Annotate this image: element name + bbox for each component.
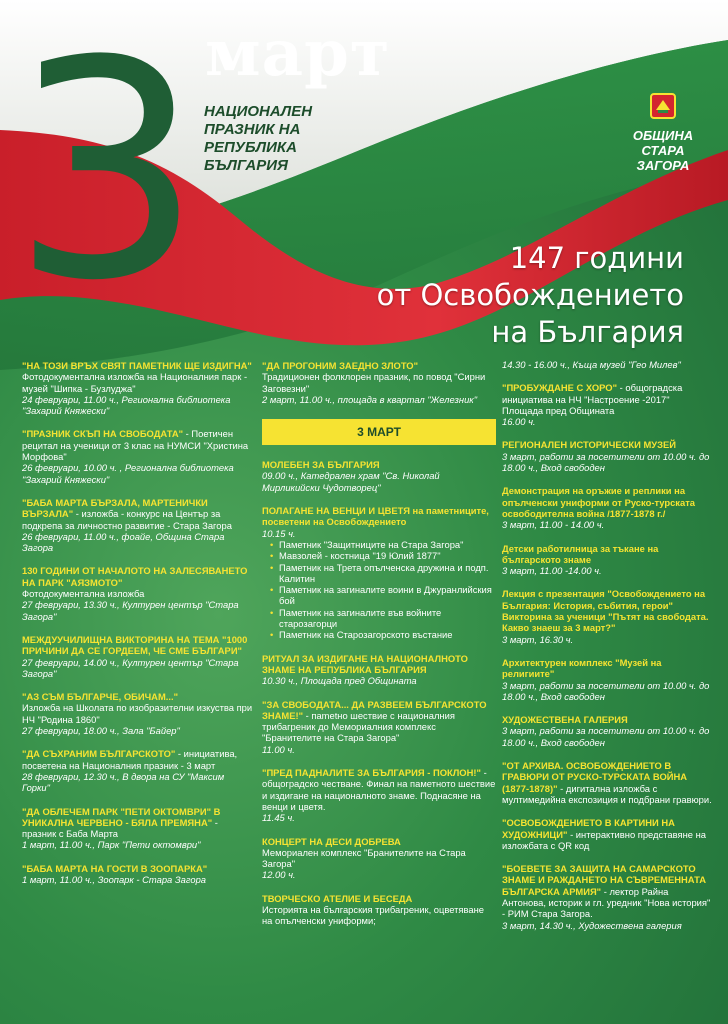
event-item <box>262 653 496 687</box>
event-item <box>502 439 712 473</box>
event-title: Лекция с презентация "Освобождението на България: История, събития, герои" Викторина за ученици "Пътят на свободата. Какво знаеш за 3 март?" <box>502 588 709 634</box>
event-item <box>262 505 496 641</box>
event-title: "ОТ АРХИВА. ОСВОБОЖДЕНИЕТО В ГРАВЮРИ ОТ РУСКО-ТУРСКАТА ВОЙНА (1877-1878)" <box>502 760 688 794</box>
event-item <box>502 382 712 427</box>
event-title: РЕГИОНАЛЕН ИСТОРИЧЕСКИ МУЗЕЙ <box>502 439 676 451</box>
event-desc: - дигитална изложба с мултимедийна експозиция и подбрани гравюри. <box>502 782 712 805</box>
event-item <box>502 543 712 577</box>
event-title: Демонстрация на оръжие и реплики на опълченски униформи от Руско-турската освободителна война /1877-1878 г./ <box>502 485 696 519</box>
headline-line: на България <box>491 315 684 349</box>
event-desc: - интерактивно представяне на изложбата с QR код <box>502 828 706 851</box>
event-item <box>502 760 712 805</box>
headline-line: от Освобождението <box>376 278 684 312</box>
event-desc: - инициатива, посветена на Националния празник - 3 март <box>22 748 238 771</box>
event-title: "НА ТОЗИ ВРЪХ СВЯТ ПАМЕТНИК ЩЕ ИЗДИГНА" <box>22 360 252 371</box>
holiday-line: ПРАЗНИК НА <box>204 121 301 138</box>
event-item <box>22 565 254 621</box>
event-meta: 26 февруари, 10.00 ч. , Регионална библиотека "Захарий Княжески" <box>22 462 234 485</box>
event-title: "БАБА МАРТА БЪРЗАЛА, МАРТЕНИЧКИ ВЪРЗАЛА" <box>22 496 208 520</box>
event-item <box>502 714 712 748</box>
event-meta: 10.30 ч., Площада пред Общината <box>262 675 417 687</box>
headline-line: 147 години <box>509 241 684 275</box>
event-meta: 27 февруари, 14.00 ч., Културен център "Стара Загора" <box>22 656 239 679</box>
event-title: "ДА ПРОГОНИМ ЗАЕДНО ЗЛОТО" <box>262 360 419 371</box>
event-meta: 3 март, 11.00 -14.00 ч. <box>502 565 602 577</box>
logo-line: ОБЩИНА <box>632 128 694 143</box>
event-item <box>262 836 496 881</box>
monument-item: • Паметник "Защитниците на Стара Загора" <box>270 539 496 550</box>
anniversary-headline <box>377 240 684 351</box>
monument-item: • Паметник на Старозагорското въстание <box>270 629 496 640</box>
event-title: "ПРЕД ПАДНАЛИТЕ ЗА БЪЛГАРИЯ - ПОКЛОН!" <box>262 767 481 779</box>
event-item <box>502 657 712 702</box>
event-meta: 1 март, 11.00 ч., Зоопарк - Стара Загора <box>22 873 206 885</box>
event-meta: 10.15 ч. <box>262 527 296 539</box>
event-title: "ОСВОБОЖДЕНИЕТО В КАРТИНИ НА ХУДОЖНИЦИ" <box>502 817 675 840</box>
event-item <box>22 497 254 553</box>
event-meta: 16.00 ч. <box>502 416 536 428</box>
event-item <box>22 360 254 416</box>
event-desc: Мемориален комплекс "Бранителите на Стара Загора" <box>262 846 466 870</box>
big-number-text: 3 <box>11 0 203 346</box>
event-meta: 09.00 ч., Катедрален храм "Св. Николай Мирликийски Чудотворец" <box>262 470 440 493</box>
event-desc: - празник с Баба Марта <box>22 816 218 840</box>
event-item <box>262 699 496 755</box>
holiday-line: НАЦИОНАЛЕН <box>204 103 313 120</box>
event-meta: 3 март, 14.30 ч., Художествена галерия <box>502 919 682 931</box>
event-item <box>502 485 712 530</box>
municipality-logo <box>628 92 698 173</box>
event-meta: 2 март, 11.00 ч., площада в квартал "Железник" <box>262 393 478 405</box>
event-meta: 27 февруари, 13.30 ч., Културен център "Стара Загора" <box>22 599 239 622</box>
monument-item: • Паметник на Трета опълченска дружина и подп. Калитин <box>270 562 496 585</box>
event-item <box>262 767 496 823</box>
event-title: ХУДОЖЕСТВЕНА ГАЛЕРИЯ <box>502 714 628 726</box>
logo-line: СТАРА <box>641 143 685 158</box>
event-meta: 3 март, работи за посетители от 10.00 ч. до 18.00 ч., Вход свободен <box>502 679 710 702</box>
event-meta: 3 март, 16.30 ч. <box>502 633 574 645</box>
event-meta: 3 март, работи за посетители от 10.00 ч. до 18.00 ч., Вход свободен <box>502 450 710 474</box>
event-meta: 28 февруари, 12.30 ч., В двора на СУ "Максим Горки" <box>22 770 225 794</box>
event-title: "ПРОБУЖДАНЕ С ХОРО" <box>502 382 618 394</box>
event-desc: Историята на българския трибагреник, оцветяване на опълченски униформи; <box>262 903 484 927</box>
event-desc: Изложба на Школата по изобразителни изкуства при НЧ "Родина 1860" <box>22 702 253 725</box>
month-title: март <box>205 16 391 91</box>
event-desc: Традиционен фолклорен празник, по повод "Сирни Заговезни" <box>262 371 486 394</box>
holiday-line: БЪЛГАРИЯ <box>204 157 288 174</box>
municipality-crest-icon <box>649 92 677 120</box>
event-item <box>22 806 254 851</box>
event-item <box>502 588 712 644</box>
big-number-3 <box>11 0 203 346</box>
event-item <box>502 359 712 370</box>
event-title: "БАБА МАРТА НА ГОСТИ В ЗООПАРКА" <box>22 862 208 874</box>
event-item <box>22 863 254 886</box>
event-title: "АЗ СЪМ БЪЛГАРЧЕ, ОБИЧАМ..." <box>22 691 179 703</box>
monument-item: • Паметник на загиналите воини в Джуранлийския бой <box>270 584 496 607</box>
date-banner: 3 МАРТ <box>262 419 496 445</box>
monument-item: • Паметник на загиналите във войните старозагорци <box>270 607 496 630</box>
event-item <box>502 863 712 931</box>
event-desc: - общоградска инициатива на НЧ "Настроение -2017" Площада пред Общината <box>502 382 683 416</box>
event-desc: - пametно шествие с националния трибагреник до Мемориалния комплекс "Бранителите на Стара Загора" <box>262 709 455 744</box>
event-meta: 12.00 ч. <box>262 869 296 881</box>
event-desc: - лектор Райна Антонова, историк и гл. уредник "Нова история" - РИМ Стара Загора. <box>502 885 711 920</box>
event-desc: - изложба - конкурс на Център за подкрепа за личностно развитие - Стара Загора <box>22 508 232 531</box>
event-item <box>22 634 254 679</box>
event-title: 130 ГОДИНИ ОТ НАЧАЛОТО НА ЗАЛЕСЯВАНЕТО НА ПАРК "АЯЗМОТО" <box>22 565 248 588</box>
event-meta: 27 февруари, 18.00 ч., Зала "Байер" <box>22 725 180 737</box>
events-column-2 <box>262 360 496 939</box>
event-desc: - Поетичен рецитал на ученици от 3 клас на НУМСИ "Христина Морфова" <box>22 428 249 463</box>
event-meta: 14.30 - 16.00 ч., Къща музей "Гео Милев" <box>502 359 681 370</box>
event-title: РИТУАЛ ЗА ИЗДИГАНЕ НА НАЦИОНАЛНОТО ЗНАМЕ НА РЕПУБЛИКА БЪЛГАРИЯ <box>262 652 468 675</box>
event-desc: - общоградско честване. Финал на паметното шествие и издигане на националното знаме. Поднасяне на венци и цветя. <box>262 767 496 812</box>
events-column-1 <box>22 360 254 897</box>
events-column-3 <box>502 360 712 943</box>
event-title: "ДА СЪХРАНИМ БЪЛГАРСКОТО" <box>22 748 176 760</box>
event-title: "БОЕВЕТЕ ЗА ЗАЩИТА НА САМАРСКОТО ЗНАМЕ И РАЖДАНЕТО НА СЪВРЕМЕННАТА БЪЛГАРСКА АРМИЯ" <box>502 863 706 897</box>
event-meta: 3 март, 11.00 - 14.00 ч. <box>502 519 605 531</box>
event-title: Архитектурен комплекс "Музей на религиите" <box>502 656 662 680</box>
event-desc: Фотодокументална изложба <box>22 588 145 600</box>
event-meta: 11.45 ч. <box>262 812 295 824</box>
event-title: "ПРАЗНИК СКЪП НА СВОБОДАТА" <box>22 428 184 440</box>
event-item <box>262 459 496 493</box>
event-desc: Фотодокументална изложба на Националния парк - музей "Шипка - Бузлуджа" <box>22 371 248 394</box>
event-item <box>502 817 712 851</box>
logo-line: ЗАГОРА <box>636 158 690 173</box>
event-item <box>22 748 254 793</box>
holiday-title <box>204 103 354 175</box>
event-item <box>262 893 496 927</box>
event-meta: 1 март, 11.00 ч., Парк "Пети октомври" <box>22 839 201 851</box>
event-item <box>262 360 496 405</box>
monument-list <box>262 539 496 641</box>
event-meta: 11.00 ч. <box>262 743 295 755</box>
event-meta: 26 февруари, 11.00 ч., фоайе, Община Стара Загора <box>22 530 225 554</box>
event-title: МОЛЕБЕН ЗА БЪЛГАРИЯ <box>262 459 380 471</box>
event-title: МЕЖДУУЧИЛИЩНА ВИКТОРИНА НА ТЕМА "1000 ПРИЧИНИ ДА СЕ ГОРДЕЕМ, ЧЕ СМЕ БЪЛГАРИ" <box>22 633 248 657</box>
event-title: ПОЛАГАНЕ НА ВЕНЦИ И ЦВЕТЯ на паметниците, посветени на Освобождението <box>262 505 489 528</box>
event-item <box>22 428 254 484</box>
event-meta: 3 март, работи за посетители от 10.00 ч. до 18.00 ч., Вход свободен <box>502 725 710 748</box>
event-title: "ЗА СВОБОДАТА... ДА РАЗВЕЕМ БЪЛГАРСКОТО ЗНАМЕ!" <box>262 698 487 721</box>
monument-item: • Мавзолей - костница "19 Юлий 1877" <box>270 550 496 561</box>
event-item <box>22 691 254 736</box>
event-title: ТВОРЧЕСКО АТЕЛИЕ И БЕСЕДА <box>262 892 413 904</box>
event-title: Детски работилница за тъкане на българското знаме <box>502 542 659 565</box>
event-meta: 24 февруари, 11.00 ч., Регионална библиотека "Захарий Княжески" <box>22 393 231 417</box>
event-title: "ДА ОБЛЕЧЕМ ПАРК "ПЕТИ ОКТОМВРИ" В УНИКАЛНА ЧЕРВЕНО - БЯЛА ПРЕМЯНА" <box>22 805 221 828</box>
event-title: КОНЦЕРТ НА ДЕСИ ДОБРЕВА <box>262 835 401 847</box>
holiday-line: РЕПУБЛИКА <box>204 139 297 156</box>
